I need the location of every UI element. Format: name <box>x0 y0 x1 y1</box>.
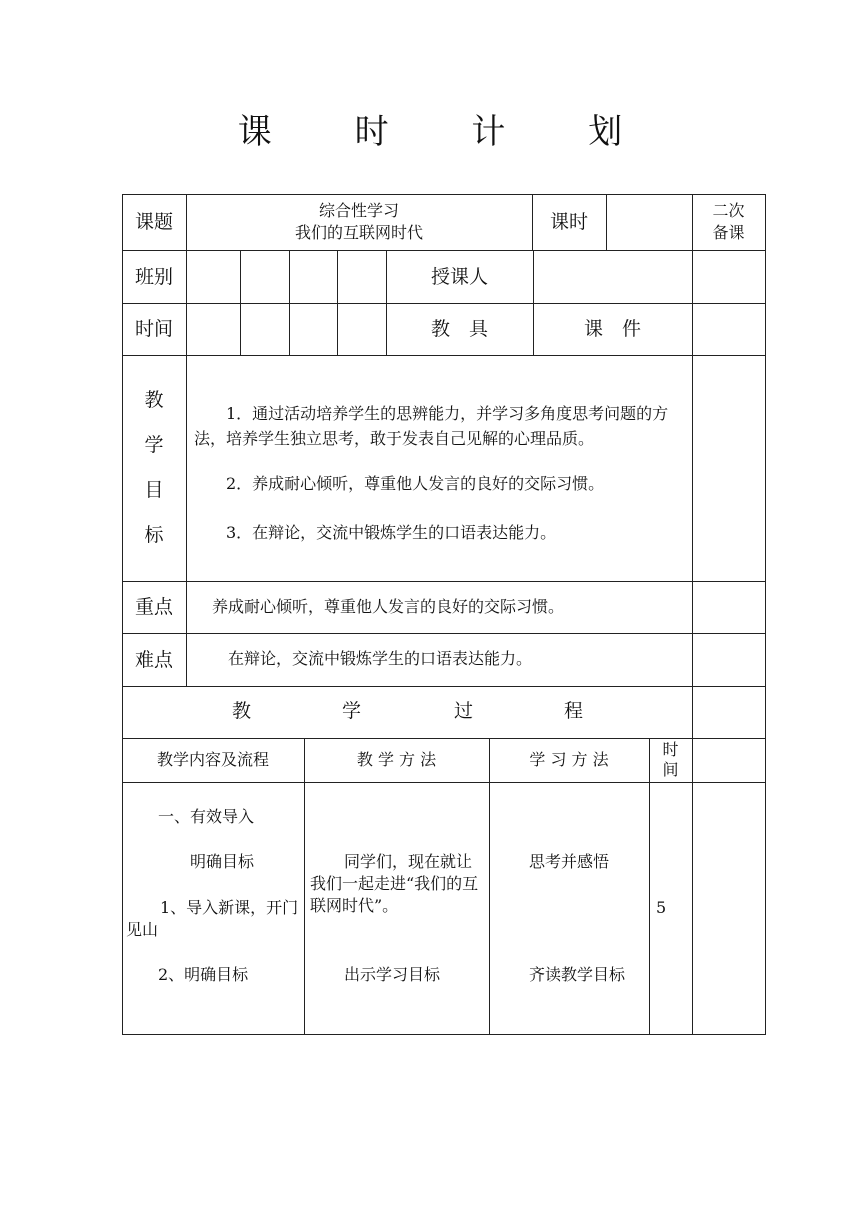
page-title: 课 时 计 划 <box>237 112 659 152</box>
courseware-label: 课 件 <box>583 318 641 340</box>
content-line-2: 明确目标 <box>190 852 255 871</box>
tools-label: 教 具 <box>430 318 488 340</box>
key-point-label: 重点 <box>134 596 173 618</box>
subject-label: 课题 <box>134 211 173 233</box>
period-label: 课时 <box>549 211 588 233</box>
process-heading-char-1: 教 <box>232 700 252 722</box>
learning-line-2: 齐读教学目标 <box>529 965 626 984</box>
objectives-label-char-3: 目 <box>144 479 164 501</box>
key-point-text: 养成耐心倾听，尊重他人发言的良好的交际习惯。 <box>212 597 565 616</box>
column-time-header-line-2: 间 <box>662 760 679 779</box>
second-prep-line-1: 二次 <box>712 201 745 220</box>
content-line-1: 一、有效导入 <box>158 807 255 826</box>
process-heading-char-3: 过 <box>454 700 474 722</box>
method-line-2: 出示学习目标 <box>344 965 441 984</box>
content-line-4: 2、明确目标 <box>158 965 249 984</box>
objective-item-2: 2．养成耐心倾听，尊重他人发言的良好的交际习惯。 <box>226 474 605 493</box>
column-time-header-line-1: 时 <box>662 740 679 759</box>
difficulty-text: 在辩论，交流中锻炼学生的口语表达能力。 <box>228 649 533 668</box>
objectives-label-char-2: 学 <box>144 434 164 456</box>
process-heading <box>122 686 692 738</box>
subject-line-2: 我们的互联网时代 <box>294 223 423 242</box>
objectives-label-char-1: 教 <box>144 389 164 411</box>
learning-line-1: 思考并感悟 <box>529 852 610 871</box>
subject-line-1: 综合性学习 <box>318 201 399 220</box>
content-line-3: 1、导入新课，开门见山 <box>126 898 299 939</box>
column-method-header: 教 学 方 法 <box>356 750 437 769</box>
objectives-label <box>122 355 186 581</box>
time-value: 5 <box>656 898 667 917</box>
subject-value <box>186 194 532 250</box>
objectives-label-char-4: 标 <box>144 524 164 546</box>
column-learning-header: 学 习 方 法 <box>529 750 609 769</box>
process-heading-char-2: 学 <box>342 700 362 722</box>
objective-item-3: 3．在辩论，交流中锻炼学生的口语表达能力。 <box>226 523 557 542</box>
second-prep-line-2: 备课 <box>712 223 745 242</box>
teacher-label: 授课人 <box>430 265 488 288</box>
second-prep-label <box>692 194 765 250</box>
class-label: 班别 <box>134 265 173 288</box>
column-time-header <box>649 738 692 782</box>
time-label: 时间 <box>134 318 173 340</box>
method-line-1: 同学们，现在就让我们一起走进“我们的互联网时代”。 <box>310 852 479 915</box>
objective-item-1: 1．通过活动培养学生的思辨能力，并学习多角度思考问题的方法，培养学生独立思考，敢于发表自己见解的心理品质。 <box>194 404 669 448</box>
process-heading-char-4: 程 <box>564 700 584 722</box>
difficulty-label: 难点 <box>134 648 173 671</box>
column-content-header: 教学内容及流程 <box>156 750 269 769</box>
objectives-list <box>194 401 688 545</box>
